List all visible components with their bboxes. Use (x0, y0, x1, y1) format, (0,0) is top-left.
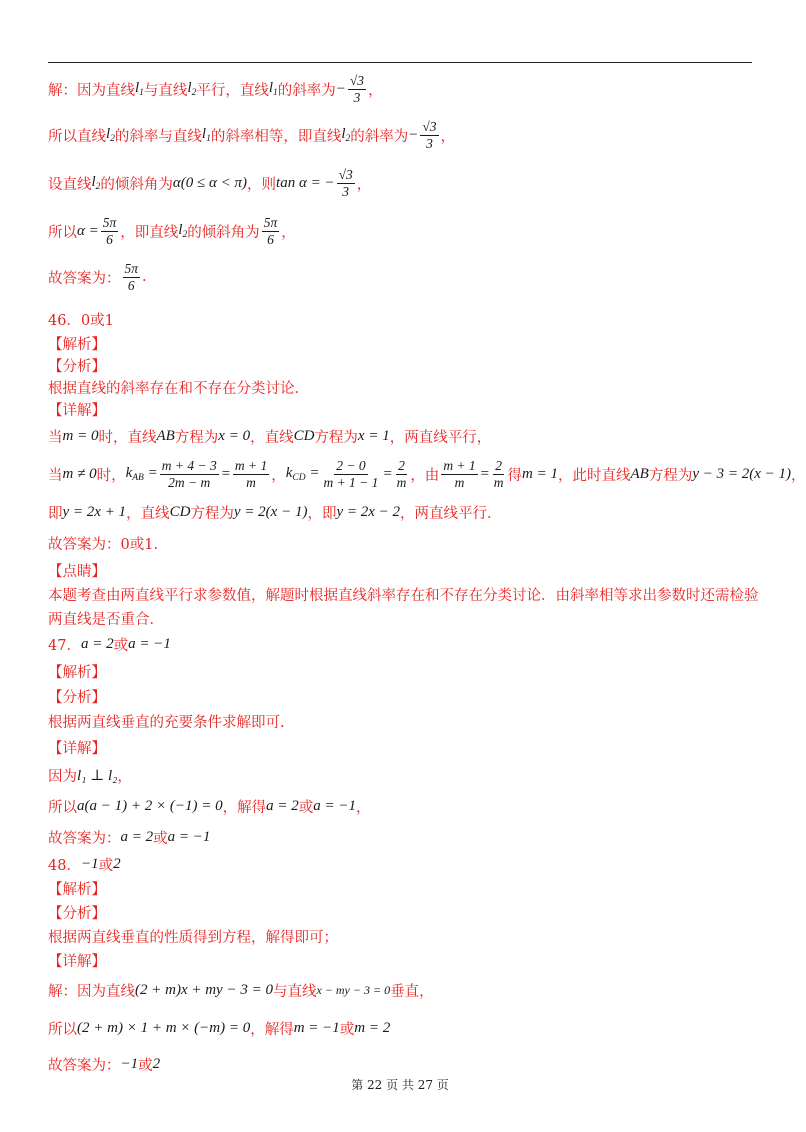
math-l2: $l_2$ (341, 126, 351, 144)
text: ， (440, 128, 456, 145)
q46-analysis: 根据直线的斜率存在和不存在分类讨论． (48, 380, 309, 397)
q47-line-2: 所以 a(a − 1) + 2 × (−1) = 0 ，解得 a = 2 或 a = −1 ， (48, 797, 371, 816)
math-equation: (2 + m) × 1 + m × (−m) = 0 (77, 1019, 251, 1036)
math-line-AB: y − 3 = 2(x − 1) (692, 465, 792, 482)
header-rule (48, 62, 752, 63)
math-a-eq-2: a = 2 (80, 635, 114, 652)
text: 的倾斜角为 (100, 176, 173, 193)
q46-answer: 故答案为：0或1. (48, 536, 159, 553)
q45-line-2 (48, 112, 752, 158)
text: 46．0或1 (48, 312, 114, 329)
fraction: $\frac{m + 4 - 3}{2m - m}$ (161, 457, 217, 490)
math-l1: $l_1$ (201, 126, 211, 144)
text: ， (356, 176, 372, 193)
text: . (142, 269, 147, 285)
text: 与直线 (143, 82, 188, 99)
text: 所以直线 (48, 128, 106, 145)
section-jiexi: 【解析】 (48, 336, 106, 353)
q47-heading: 47． a = 2 或 a = −1 (48, 635, 171, 654)
math-neg1: −1 (80, 855, 99, 872)
q46-case-1: 当 m = 0 时，直线 AB 方程为 x = 0 ，直线 CD 方程为 x = 1 ，两直线平行， (48, 427, 492, 446)
math-equals: = (479, 465, 490, 482)
math-equals: = (382, 465, 393, 482)
fraction-5pi-6: $\frac{5\pi}{6}$ (124, 260, 139, 293)
math-k-AB: $k_{AB}$ = (125, 465, 158, 483)
math-l2: $l_2$ (187, 80, 197, 98)
fraction-sqrt3-3: $\frac{√3}{3}$ (349, 72, 365, 105)
fraction-sqrt3-3: $\frac{√3}{3}$ (422, 118, 437, 151)
math-AB: AB (630, 465, 649, 482)
fraction-5pi-6: $\frac{5\pi}{6}$ (102, 214, 117, 247)
q46-note-1: 本题考查由两直线平行求参数值，解题时根据直线斜率存在和不存在分类讨论．由斜率相等求出参数时还需检验 (48, 587, 759, 604)
q48-analysis: 根据两直线垂直的性质得到方程，解得即可； (48, 929, 338, 946)
math-l1: $l_1$ (268, 80, 278, 98)
math-a-eq-neg1: a = −1 (313, 797, 356, 814)
math-equals: = (220, 465, 231, 482)
math-k-CD: $k_{CD}$ = (285, 465, 320, 483)
q46-note-2: 两直线是否重合． (48, 611, 164, 628)
math-a-eq-neg1: a = −1 (167, 828, 211, 845)
math-l1: $l_1$ (135, 80, 144, 98)
section-xiangjie: 【详解】 (48, 402, 106, 419)
math-minus: − (408, 126, 419, 143)
math-l2: $l_2$ (91, 174, 101, 192)
math-CD: CD (293, 427, 315, 444)
math-line-1: (2 + m)x + my − 3 = 0 (135, 981, 273, 998)
q45-answer (48, 254, 752, 300)
math-perpendicular: l₁ ⊥ l₂ (77, 767, 118, 784)
page-footer: 第 22 页 共 27 页 (351, 1078, 449, 1092)
q45-line-4 (48, 208, 752, 254)
section-jiexi: 【解析】 (48, 664, 106, 681)
text: 的倾斜角为 (187, 224, 260, 241)
math-m-eq-0: m = 0 (62, 427, 99, 444)
fraction: $\frac{m + 1}{m}$ (234, 457, 268, 490)
q48-line-1: 解：因为直线 (2 + m)x + my − 3 = 0 与直线 x − my − 3 = 0 垂直， (48, 981, 434, 1000)
math-equation: a(a − 1) + 2 × (−1) = 0 (77, 797, 223, 814)
q46-case-2: 当 m ≠ 0 时， $k_{AB}$ = $\frac{m + 4 - 3}{2m - m}$ = $\frac{m + 1}{m}$ ， $k_{CD}$ = $\frac{2 - 0}{m + 1 - 1}$ = $\frac{2}{m}$ ，由 $\frac{m + 1}{m}$ = $\frac{2}{m}$ 得 m = 1 ，此时直线 AB 方程为 y − 3 = 2(x − 1) ， (48, 457, 806, 490)
math-neg1: −1 (120, 1055, 139, 1072)
math-x-eq-0: x = 0 (218, 427, 251, 444)
math-CD: CD (169, 503, 191, 520)
math-m-eq-2: m = 2 (354, 1019, 391, 1036)
text: 的斜率为 (277, 82, 336, 99)
math-x-eq-1: x = 1 (357, 427, 390, 444)
math-line-CD: y = 2(x − 1) (233, 503, 308, 520)
q48-line-2: 所以 (2 + m) × 1 + m × (−m) = 0 ，解得 m = −1 或 m = 2 (48, 1019, 391, 1038)
math-y-2x-plus-1: y = 2x + 1 (62, 503, 127, 520)
text: 所以 (48, 224, 77, 241)
q48-answer: 故答案为： −1 或 2 (48, 1055, 161, 1074)
math-minus: − (335, 80, 346, 97)
math-m-ne-0: m ≠ 0 (62, 465, 97, 482)
text: ，即直线 (120, 224, 179, 241)
section-xiangjie: 【详解】 (48, 953, 106, 970)
fraction: $\frac{2 - 0}{m + 1 - 1}$ (323, 457, 379, 490)
math-l2: $l_2$ (106, 126, 115, 144)
section-fenxi: 【分析】 (48, 358, 106, 375)
text: 解：因为直线 (48, 82, 135, 99)
q45-line-3 (48, 158, 752, 208)
text: 故答案为： (48, 270, 121, 287)
fraction-sqrt3-3: $\frac{√3}{3}$ (338, 166, 353, 199)
section-fenxi: 【分析】 (48, 905, 106, 922)
math-alpha-range: α(0 ≤ α < π) (172, 174, 248, 191)
section-fenxi: 【分析】 (48, 689, 106, 706)
q47-line-1: 因为 l₁ ⊥ l₂ ， (48, 767, 132, 785)
q46-case-3: 即 y = 2x + 1 ，直线 CD 方程为 y = 2(x − 1) ，即 y = 2x − 2 ，两直线平行． (48, 503, 502, 522)
q46-heading (48, 306, 752, 332)
q47-answer: 故答案为： a = 2 或 a = −1 (48, 828, 211, 847)
math-m-eq-1: m = 1 (522, 465, 559, 482)
q47-analysis: 根据两直线垂直的充要条件求解即可. (48, 714, 285, 731)
fraction: $\frac{2}{m}$ (396, 457, 407, 490)
section-xiangjie: 【详解】 (48, 740, 106, 757)
math-l2: $l_2$ (178, 222, 188, 240)
text: 平行，直线 (196, 82, 269, 99)
math-a-eq-2: a = 2 (120, 828, 154, 845)
text: 的斜率与直线 (114, 128, 202, 145)
text: 的斜率相等，即直线 (210, 128, 342, 145)
math-a-eq-2: a = 2 (266, 797, 299, 814)
text: 的斜率为 (350, 128, 409, 145)
math-AB: AB (156, 427, 175, 444)
math-alpha-eq: α = (77, 222, 99, 239)
fraction-5pi-6: $\frac{5\pi}{6}$ (263, 214, 278, 247)
math-2: 2 (152, 1055, 161, 1072)
math-a-eq-neg1: a = −1 (128, 635, 171, 652)
text: ， (368, 82, 383, 99)
section-dianjing: 【点睛】 (48, 563, 106, 580)
text: ， (281, 224, 296, 241)
fraction: $\frac{m + 1}{m}$ (443, 457, 476, 490)
math-2: 2 (113, 855, 121, 872)
math-line-2: x − my − 3 = 0 (316, 982, 391, 997)
math-tan-alpha: tan α = − (276, 174, 335, 191)
math-y-2x-minus-2: y = 2x − 2 (336, 503, 401, 520)
fraction: $\frac{2}{m}$ (493, 457, 504, 490)
text: 设直线 (48, 176, 92, 193)
q45-line-1 (48, 66, 752, 112)
math-m-eq-neg1: m = −1 (293, 1019, 340, 1036)
section-jiexi: 【解析】 (48, 881, 106, 898)
q48-heading: 48． −1 或 2 (48, 855, 121, 874)
text: ，则 (247, 176, 277, 193)
solution-content (48, 66, 806, 1080)
